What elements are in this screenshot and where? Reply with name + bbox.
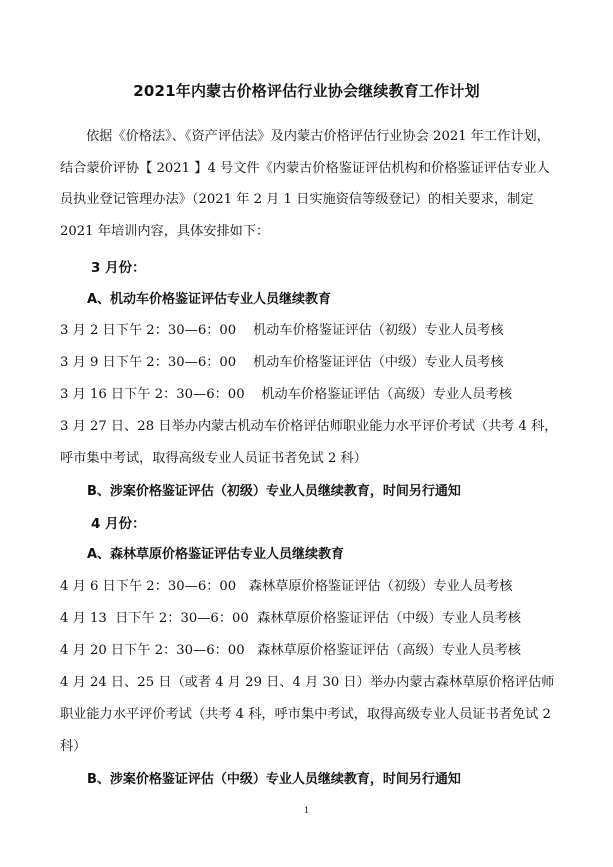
march-note: 3 月 27 日、28 日举办内蒙古机动车价格评估师职业能力水平评价考试（共考 4 科，呼市集中考试，取得高级专业人员证书者免试 2 科） [60,419,558,466]
april-label: 4 月份： [91,516,146,532]
april-item-2: 4 月 13 日下午 2：30—6：00 森林草原价格鉴证评估（中级）专业人员考核 [60,611,521,626]
april-item-3: 4 月 20 日下午 2：30—6：00 森林草原价格鉴证评估（高级）专业人员考核 [60,643,521,658]
april-section-b: B、涉案价格鉴证评估（中级）专业人员继续教育，时间另行通知 [87,772,461,787]
march-label: 3 月份： [91,260,146,276]
march-section-b: B、涉案价格鉴证评估（初级）专业人员继续教育，时间另行通知 [87,484,461,499]
page-number: 1 [303,806,310,815]
march-item-2: 3 月 9 日下午 2：30—6：00 机动车价格鉴证评估（中级）专业人员考核 [60,355,504,370]
march-item-1: 3 月 2 日下午 2：30—6：00 机动车价格鉴证评估（初级）专业人员考核 [60,323,504,338]
document-title: 2021年内蒙古价格评估行业协会继续教育工作计划 [133,82,480,100]
april-item-1: 4 月 6 日下午 2：30—6：00 森林草原价格鉴证评估（初级）专业人员考核 [60,579,513,594]
march-section-a: A、机动车价格鉴证评估专业人员继续教育 [87,292,332,307]
april-note: 4 月 24 日、25 日（或者 4 月 29 日、4 月 30 日）举办内蒙古森林草原价格评估师职业能力水平评价考试（共考 4 科，呼市集中考试，取得高级专业人员证书者免试 2 科） [60,675,555,754]
intro-paragraph: 依据《价格法》、《资产评估法》及内蒙古价格评估行业协会 2021 年工作计划，结合蒙价评协【 2021 】4 号文件《内蒙古价格鉴证评估机构和价格鉴证评估专业人员执业登记管理办法》（2021 年 2 月 1 日实施资信等级登记）的相关要求，制定 2021 年培训内容，具体安排如下： [60,129,550,239]
april-section-a: A、森林草原价格鉴证评估专业人员继续教育 [87,547,345,562]
march-item-3: 3 月 16 日下午 2：30—6：00 机动车价格鉴证评估（高级）专业人员考核 [60,387,512,402]
